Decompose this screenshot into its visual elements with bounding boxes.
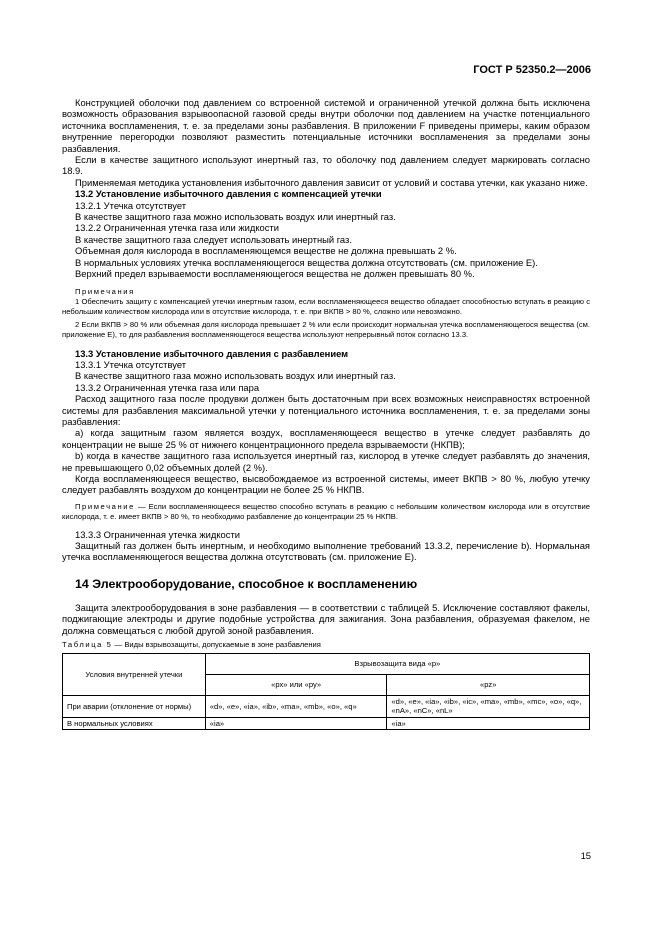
paragraph-method-depends: Применяемая методика установления избыточного давления зависит от условий и состава утечки, как указано ниже. <box>75 176 588 188</box>
table-header-row <box>63 654 590 675</box>
clause-text: В нормальных условиях утечка воспламеняющегося вещества должна отсутствовать (см. приложение Е). <box>75 256 538 268</box>
clause-text: В качестве защитного газа следует использовать инертный газ. <box>75 233 352 245</box>
table-row <box>63 717 590 729</box>
note-label: Примечание <box>75 501 135 511</box>
list-item-a: а) когда защитным газом является воздух, воспламеняющееся вещество в утечке следует разбавлять до концентрации не выше 25 % от нижнего концентрационного предела взрываемости (НКПВ); <box>62 427 590 450</box>
clause-text: Расход защитного газа после продувки должен быть достаточным при всех возможных неисправностях встроенной системы для разбавления максимальной утечки у потенциального источника воспламенения, т. е. за пределами зоны разбавления: <box>62 393 590 427</box>
clause-text: Когда воспламеняющееся вещество, высвобождаемое из встроенной системы, имеет ВКПВ > 80 %, любую утечку следует разбавлять воздухом до концентрации не более 25 % НКПВ. <box>62 473 590 496</box>
notes-heading: Примечания <box>75 286 135 296</box>
table-5 <box>62 653 590 730</box>
section-13-2-heading: 13.2 Установление избыточного давления с компенсацией утечки <box>75 188 382 200</box>
section-14-text: Защита электрооборудования в зоне разбавления — в соответствии с таблицей 5. Исключение составляют факелы, поджигающие электроды и другие подобные устройства для зажигания. Зона разбавления, образуемая факелом, не должна совмещаться с любой другой зоной разбавления. <box>62 601 590 636</box>
cell-pz: «ia» <box>387 717 590 729</box>
header-cell-pz: «pz» <box>387 675 590 696</box>
page-number: 15 <box>580 850 591 861</box>
paragraph-inert-gas-marking: Если в качестве защитного используют инертный газ, то оболочку под давлением следует маркировать согласно 18.9. <box>62 154 590 177</box>
cell-px-py: «d», «е», «ia», «ib», «ma», «mb», «о», «q» <box>205 696 387 718</box>
clause-13-3-1: 13.3.1 Утечка отсутствует <box>75 358 187 370</box>
table-title: — Виды взрывозащиты, допускаемые в зоне разбавления <box>112 640 321 650</box>
clause-text: Объемная доля кислорода в воспламеняющемся веществе не должна превышать 2 %. <box>75 245 457 257</box>
clause-13-3-2: 13.3.2 Ограниченная утечка газа или пара <box>75 381 260 393</box>
paragraph-shell-design: Конструкцией оболочки под давлением со встроенной системой и ограниченной утечкой должна быть исключена возможность образования взрывоопасной газовой среды внутри оболочки под давлением на участке потенциального источника воспламенения, т. е. за пределами зоны разбавления. В приложении F приведены примеры, каким образом внутренние перегородки позволяют разместить потенциальные источники воспламенения за пределами зоны разбавления. <box>62 97 590 154</box>
page-body <box>62 97 590 730</box>
table-row <box>63 696 590 718</box>
clause-text: В качестве защитного газа можно использовать воздух или инертный газ. <box>75 211 396 223</box>
header-cell-px-py: «рх» или «ру» <box>205 675 387 696</box>
list-item-b: b) когда в качестве защитного газа используется инертный газ, кислород в утечке следует разбавлять до значения, не превышающего 0,02 объемных долей (2 %). <box>62 450 590 473</box>
header-cell-group: Взрывозащита вида «р» <box>205 654 589 675</box>
note-2: 2 Если ВКПВ > 80 % или объемная доля кислорода превышает 2 % или если происходит нормальная утечка воспламеняющегося вещества (см. приложение Е), то для разбавления воспламеняющегося вещества используют непрерывный поток согласно 13.3. <box>62 319 590 340</box>
clause-13-2-1: 13.2.1 Утечка отсутствует <box>75 199 187 211</box>
clause-text: Верхний предел взрываемости воспламеняющегося вещества не должен превышать 80 %. <box>75 268 475 280</box>
section-13-3-heading: 13.3 Установление избыточного давления с разбавлением <box>75 347 349 359</box>
cell-px-py: «ia» <box>205 717 387 729</box>
clause-text: Защитный газ должен быть инертным, и необходимо выполнение требований 13.3.2, перечисление b). Нормальная утечка воспламеняющегося вещества должна отсутствовать (см. приложение Е). <box>62 540 590 563</box>
note-text: — Если воспламеняющееся вещество способно вступать в реакцию с небольшим количеством кислорода или в отсутствие кислорода, т. е. имеет ВКПВ > 80 %, то необходимо разбавление до концентрации 25 % НКПВ. <box>62 501 590 522</box>
header-cell-condition: Условия внутренней утечки <box>63 654 206 696</box>
table-label: Таблица 5 <box>62 640 113 650</box>
cell-condition: В нормальных условиях <box>63 717 206 729</box>
clause-13-3-3: 13.3.3 Ограниченная утечка жидкости <box>75 528 240 540</box>
clause-13-2-2: 13.2.2 Ограниченная утечка газа или жидкости <box>75 222 279 234</box>
table-5-caption <box>62 640 590 650</box>
clause-text: В качестве защитного газа можно использовать воздух или инертный газ. <box>75 370 396 382</box>
document-code-header: ГОСТ Р 52350.2—2006 <box>473 64 591 76</box>
note-1: 1 Обеспечить защиту с компенсацией утечки инертным газом, если воспламеняющееся вещество обладает способностью вступать в реакцию с небольшим количеством кислорода или в отсутствие кислорода, т. е. при ВКПВ > 80 %, сложно или невозможно. <box>62 296 590 317</box>
cell-pz: «d», «е», «ia», «ib», «ic», «ma», «mb», «mc», «о», «q», «nA», «nC», «nL» <box>387 696 590 718</box>
note-13-3 <box>62 502 590 523</box>
section-14-heading: 14 Электрооборудование, способное к воспламенению <box>75 576 418 591</box>
cell-condition: При аварии (отклонение от нормы) <box>63 696 206 718</box>
